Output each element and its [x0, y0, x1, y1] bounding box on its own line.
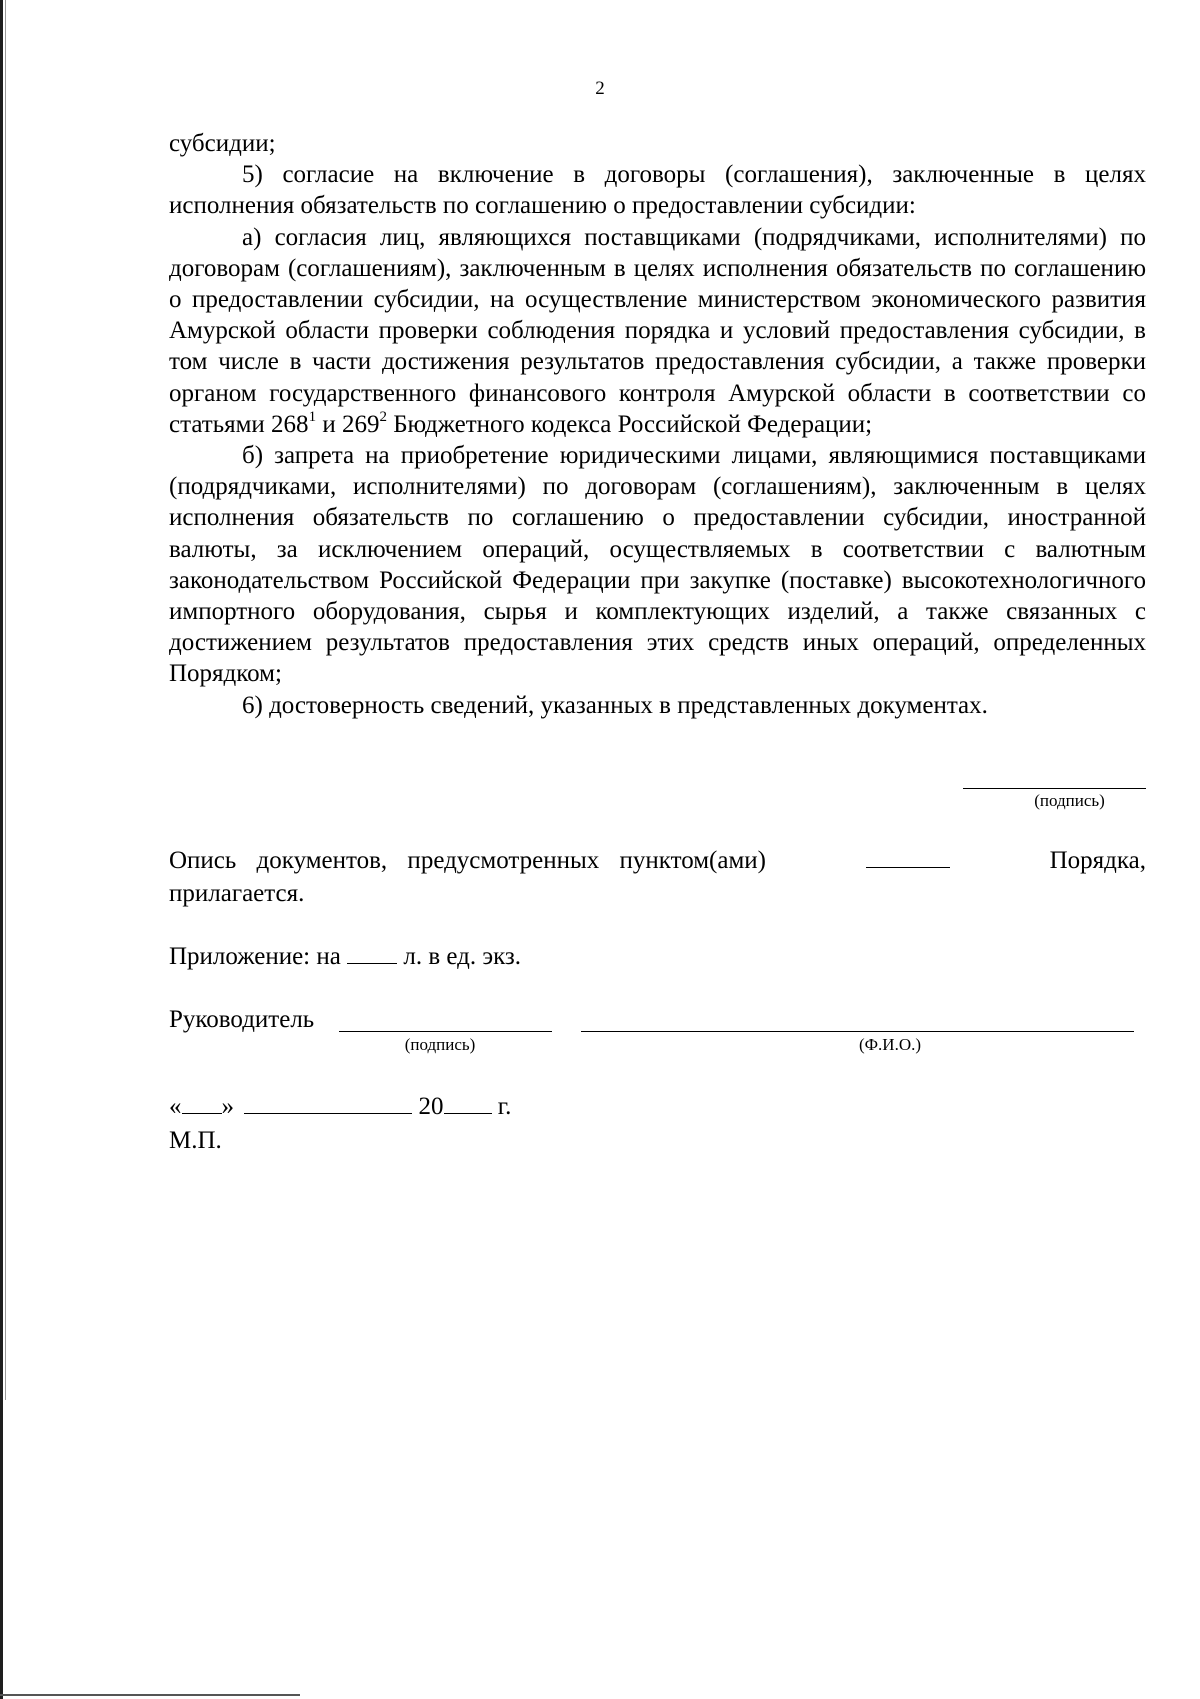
scan-left-edge-shadow — [5, 0, 6, 1400]
inventory-items-blank — [866, 845, 950, 868]
stamp-place: М.П. — [169, 1127, 222, 1154]
inventory-order: Порядка, — [1049, 847, 1146, 874]
paragraph-item-b: б) запрета на приобретение юридическими лицами, являющимися поставщиками (подрядчиками, исполнителями) по договорам (соглашениям), заключенным в целях исполнения обязательств по соглашению о предоставлении субсидии, иностранной валюты, за исключением операций, осуществляемых в соответствии с валютным законодательством Российской Федерации при закупке (поставке) высокотехнологичного импортного оборудования, сырья и комплектующих изделий, а также связанных с достижением результатов предоставления этих средств иных операций, определенных Порядком; — [169, 442, 1146, 688]
paragraph-item-6: 6) достоверность сведений, указанных в представленных документах. — [242, 691, 988, 719]
head-signature-caption: (подпись) — [404, 1035, 476, 1054]
paragraph-item-5: 5) согласие на включение в договоры (соглашения), заключенные в целях исполнения обязательств по соглашению о предоставлении субсидии: — [169, 161, 1146, 220]
scan-bottom-mark — [0, 1694, 300, 1696]
page-number: 2 — [595, 78, 605, 99]
attachment-line — [169, 941, 521, 972]
document-body — [169, 128, 1146, 721]
head-label: Руководитель — [169, 1006, 315, 1033]
date-day-blank — [182, 1091, 222, 1114]
inventory-line — [169, 845, 1146, 876]
paragraph-item-a-and: и 269 — [316, 410, 380, 438]
date-line — [169, 1091, 511, 1122]
date-close-quote: » — [221, 1093, 234, 1120]
paragraph-item-a-end: Бюджетного кодекса Российской Федерации; — [386, 410, 873, 438]
date-year-prefix: 20 — [418, 1093, 444, 1120]
head-name-line — [581, 1031, 1134, 1032]
inventory-text: Опись документов, предусмотренных пунктом(ами) — [169, 847, 766, 874]
date-year-blank — [444, 1091, 492, 1114]
date-open-quote: « — [169, 1093, 182, 1120]
superscript-1: 1 — [308, 408, 317, 425]
inventory-attached: прилагается. — [169, 880, 305, 907]
head-name-caption: (Ф.И.О.) — [858, 1035, 922, 1054]
scan-left-edge — [0, 0, 3, 1699]
paragraph-item-a-text: а) согласия лиц, являющихся поставщиками (подрядчиками, исполнителями) по договорам (соглашениям), заключенным в целях исполнения обязательств по соглашению о предоставлении субсидии, на осуществление министерством экономического развития Амурской области проверки соблюдения порядка и условий предоставления субсидии, в том числе в части достижения результатов предоставления субсидии, а также проверки органом государственного финансового контроля Амурской области в соответствии со статьями 268 — [169, 223, 1146, 438]
attachment-prefix: Приложение: на — [169, 943, 341, 970]
attachment-suffix: л. в ед. экз. — [403, 943, 522, 970]
date-month-blank — [244, 1091, 412, 1114]
signature-caption: (подпись) — [1034, 791, 1105, 810]
head-signature-line — [339, 1031, 552, 1032]
paragraph-item-a — [169, 222, 1146, 440]
date-year-suffix: г. — [497, 1093, 512, 1120]
paragraph-subsidy-end: субсидии; — [169, 130, 276, 157]
superscript-2: 2 — [379, 408, 387, 425]
signature-line — [963, 788, 1146, 789]
attachment-pages-blank — [347, 941, 397, 964]
